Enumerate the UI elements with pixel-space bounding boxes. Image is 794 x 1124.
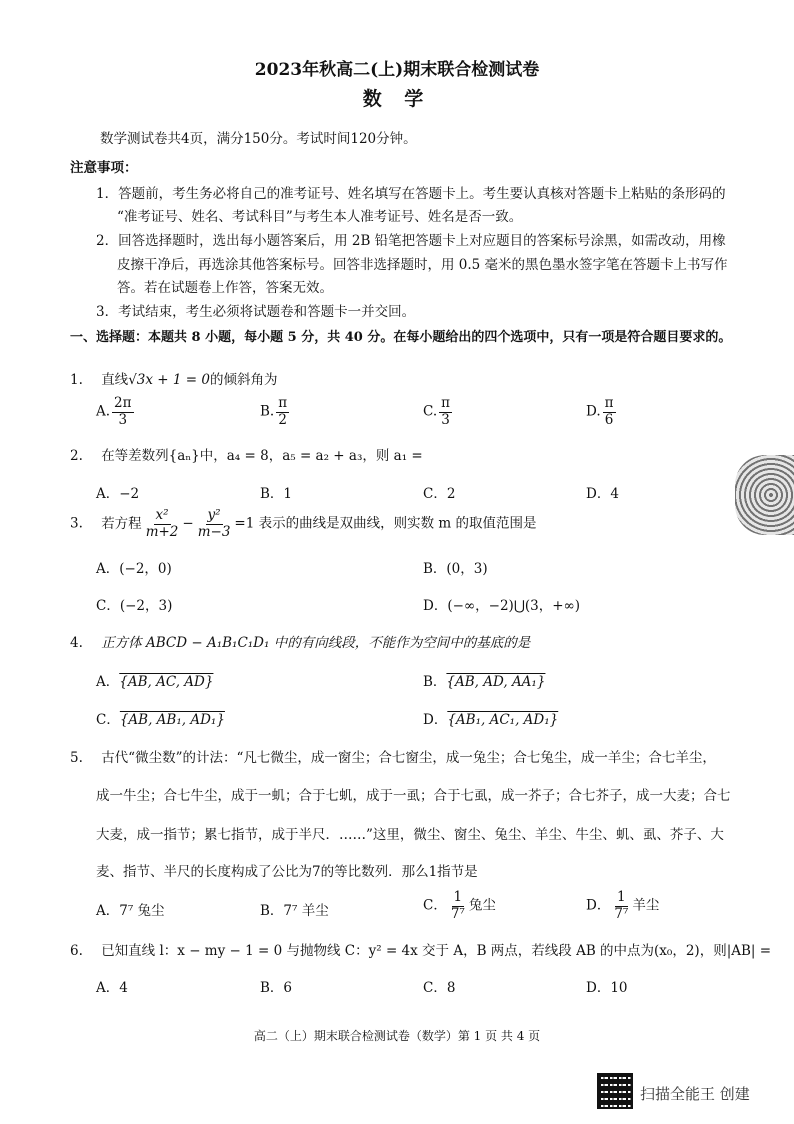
q1-option-a [96,396,136,428]
question-number: 4. [70,635,83,651]
question-6 [70,939,771,959]
q5-option-c [423,890,496,922]
q3-pre: 若方程 [101,515,142,532]
q1-option-c [423,396,454,428]
vector-set: {AB, AD, AA₁} [446,674,546,690]
q3-option-d: D．(−∞，−2)⋃(3，+∞) [423,598,581,614]
option-label: D. [586,403,601,420]
fraction-numerator: 1 [617,889,626,905]
q2-option-a: A．−2 [96,486,140,502]
q6-option-b: B．6 [260,980,293,996]
subject-title: 数 学 [362,88,432,110]
q6-option-a: A．4 [96,980,128,996]
option-label: A． [96,674,120,690]
q2-option-b: B．1 [260,486,293,502]
option-label: C． [423,897,447,914]
question-number: 2. [70,448,83,464]
q1-pre: 直线 [101,372,129,388]
q3-option-a: A．(−2，0) [96,561,172,577]
fraction-numerator: π [441,395,451,411]
q1-expr: √3x + 1 = 0 [128,372,210,388]
question-5 [70,746,716,766]
q1-option-b [260,396,291,428]
q3-post: =1 表示的曲线是双曲线，则实数 m 的取值范围是 [234,515,537,532]
notes-heading: 注意事项： [70,160,138,176]
fraction-denominator: 2 [278,411,287,428]
q2-option-c: C．2 [423,486,456,502]
note-2-line-3: 答。若在试题卷上作答，答案无效。 [117,280,333,296]
question-number: 1. [70,372,83,388]
q6-option-c: C．8 [423,980,456,996]
q4-text: 正方体 ABCD − A₁B₁C₁D₁ 中的有向线段，不能作为空间中的基底的是 [101,635,531,651]
seal-stamp-icon [735,455,794,535]
q4-option-b [423,670,545,690]
q4-option-c [96,708,225,728]
fraction-numerator: 2π [114,395,132,411]
fraction-numerator: π [604,395,614,411]
vector-set: {AB₁, AC₁, AD₁} [447,712,559,728]
q5-option-d [586,890,659,922]
qr-code-icon [597,1073,633,1109]
option-unit: 兔尘 [468,897,496,914]
vector-set: {AB, AB₁, AD₁} [119,712,225,728]
exam-title: 2023年秋高二(上)期末联合检测试卷 [254,60,540,80]
fraction-numerator: x² [155,507,169,523]
q2-text: 在等差数列{aₙ}中，a₄ = 8，a₅ = a₂ + a₃，则 a₁ = [101,448,423,464]
note-2-line-1: 2．回答选择题时，选出每小题答案后，用 2B 铅笔把答题卡上对应题目的答案标号涂黑，如需改动，用橡 [96,233,726,249]
option-label: D． [586,897,611,914]
scanner-watermark: 扫描全能王 创建 [640,1085,750,1103]
fraction-denominator: 6 [604,411,614,428]
option-unit: 羊尘 [632,897,660,914]
q5-line-1: 古代“微尘数”的计法：“凡七微尘，成一窗尘；合七窗尘，成一兔尘；合七兔尘，成一羊尘；合七羊尘， [101,750,716,766]
q4-option-d [423,708,558,728]
q5-line-4: 麦、指节、半尺的长度构成了公比为7的等比数列．那么1指节是 [96,864,478,880]
fraction-denominator: m+2 [145,523,179,540]
fraction-denominator: 3 [441,411,450,428]
q5-line-2: 成一牛尘；合七牛尘，成于一虮；合于七虮，成于一虱；合于七虱，成一芥子；合七芥子，成一大麦；合七 [96,788,731,804]
question-4 [70,631,530,651]
q5-line-3: 大麦，成一指节；累七指节，成于半尺．……”这里，微尘、窗尘、兔尘、羊尘、牛尘、虮、虱、芥子、大 [96,827,724,843]
option-label: A. [96,403,111,420]
fraction-denominator: 7⁷ [614,905,629,922]
q1-option-d [586,396,618,428]
section-heading: 一、选择题：本题共 8 小题，每小题 5 分，共 40 分。在每小题给出的四个选项中，只有一项是符合题目要求的。 [70,330,732,345]
q4-option-a [96,670,213,690]
fraction-numerator: 1 [453,889,463,905]
fraction-denominator: 3 [118,411,128,428]
question-3 [70,508,536,540]
question-1 [70,368,277,388]
fraction-denominator: 7⁷ [450,905,465,922]
intro-text: 数学测试卷共4页，满分150分。考试时间120分钟。 [100,131,417,147]
note-1-line-1: 1．答题前，考生务必将自己的准考证号、姓名填写在答题卡上。考生要认真核对答题卡上粘贴的条形码的 [96,186,726,202]
q1-post: 的倾斜角为 [209,372,278,388]
q5-option-b: B．7⁷ 羊尘 [260,903,329,919]
q3-option-c: C．(−2，3) [96,598,173,614]
note-2-line-2: 皮擦干净后，再选涂其他答案标号。回答非选择题时，用 0.5 毫米的黑色墨水签字笔在答题卡上书写作 [117,257,728,273]
option-label: B． [423,674,447,690]
q2-option-d: D．4 [586,486,619,502]
note-3: 3．考试结束，考生必须将试题卷和答题卡一并交回。 [96,304,416,320]
fraction-numerator: π [278,395,288,411]
note-1-line-2: “准考证号、姓名、考试科目”与考生本人准考证号、姓名是否一致。 [117,209,523,225]
question-2 [70,444,423,464]
q6-option-d: D．10 [586,980,628,996]
fraction-denominator: m−3 [197,523,231,540]
question-number: 3. [70,515,83,532]
q6-text: 已知直线 l：x − my − 1 = 0 与抛物线 C：y² = 4x 交于 A，B 两点，若线段 AB 的中点为(x₀，2)，则|AB| = [101,943,772,959]
option-label: C． [96,712,120,728]
vector-set: {AB, AC, AD} [119,674,214,690]
option-label: D． [423,712,448,728]
q5-option-a: A．7⁷ 兔尘 [96,903,165,919]
q3-option-b: B．(0，3) [423,561,488,577]
fraction-numerator: y² [207,507,221,523]
option-label: C. [423,403,438,420]
question-number: 6. [70,943,83,959]
page-footer: 高二（上）期末联合检测试卷（数学）第 1 页 共 4 页 [253,1029,541,1043]
option-label: B. [260,403,275,420]
question-number: 5. [70,750,83,766]
q3-minus: − [182,515,194,532]
